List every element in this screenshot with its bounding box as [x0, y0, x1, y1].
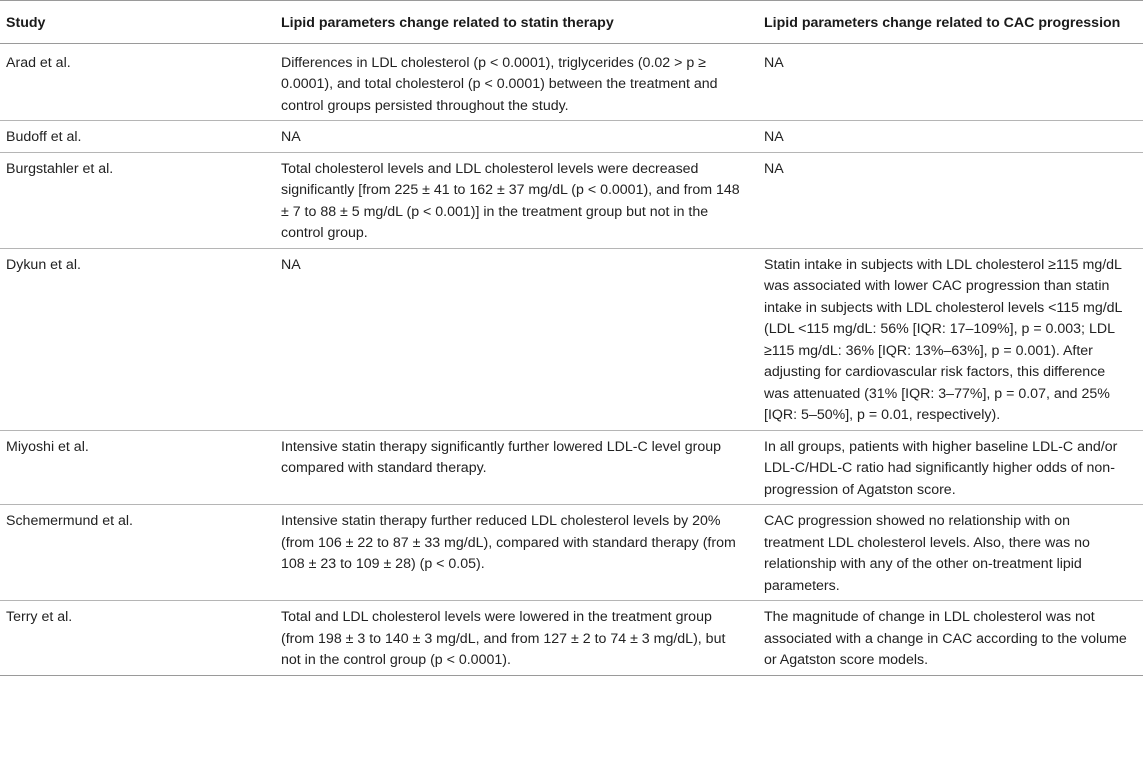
table-header [0, 1, 1143, 44]
table-row [0, 121, 1143, 153]
cell-cac-change: NA [764, 129, 784, 145]
table-row [0, 505, 1143, 601]
table-row [0, 601, 1143, 676]
cell-statin-change: Intensive statin therapy further reduced LDL cholesterol levels by 20% (from 106 ± 22 to 87 ± 33 mg/dL), compared with standard therapy (from 108 ± 23 to 109 ± 28) (p < 0.05). [281, 513, 736, 572]
table-row [0, 248, 1143, 430]
cell-study: Dykun et al. [6, 256, 81, 273]
table-body [0, 43, 1143, 675]
cell-statin-change: Intensive statin therapy significantly further lowered LDL-C level group compared with standard therapy. [281, 438, 722, 476]
header-study: Study [6, 15, 46, 31]
cell-cac-change: In all groups, patients with higher baseline LDL-C and/or LDL-C/HDL-C ratio had significantly higher odds of non-progression of Agatston score. [764, 438, 1118, 498]
cell-study: Arad et al. [6, 54, 71, 71]
cell-cac-change: CAC progression showed no relationship with on treatment LDL cholesterol levels. Also, there was no relationship with any of the other on-treatment lipid parameters. [764, 513, 1090, 594]
header-cac-change: Lipid parameters change related to CAC progression [764, 15, 1121, 31]
header-statin-change: Lipid parameters change related to statin therapy [281, 15, 614, 31]
cell-study: Burgstahler et al. [6, 160, 114, 177]
table-row [0, 43, 1143, 121]
cell-statin-change: Total cholesterol levels and LDL cholesterol levels were decreased significantly [from 225 ± 41 to 162 ± 37 mg/dL (p < 0.0001), and from 148 ± 7 to 88 ± 5 mg/dL (p < 0.001)] in the treatment group but not in the control group. [281, 160, 740, 241]
cell-statin-change: NA [281, 129, 301, 145]
cell-study: Miyoshi et al. [6, 438, 89, 455]
cell-cac-change: NA [764, 54, 784, 71]
cell-statin-change: NA [281, 256, 301, 273]
table-row [0, 430, 1143, 505]
cell-study: Budoff et al. [6, 129, 82, 145]
cell-cac-change: The magnitude of change in LDL cholesterol was not associated with a change in CAC according to the volume or Agatston score models. [764, 609, 1127, 668]
cell-statin-change: Total and LDL cholesterol levels were lowered in the treatment group (from 198 ± 3 to 140 ± 3 mg/dL, and from 127 ± 2 to 74 ± 3 mg/dL), but not in the control group (p < 0.0001). [281, 609, 726, 668]
cell-cac-change: NA [764, 160, 784, 177]
cell-study: Terry et al. [6, 609, 73, 625]
header-row [0, 1, 1143, 44]
cell-study: Schemermund et al. [6, 513, 133, 529]
table-row [0, 152, 1143, 248]
cell-cac-change: Statin intake in subjects with LDL cholesterol ≥115 mg/dL was associated with lower CAC progression than statin intake in subjects with LDL cholesterol levels <115 mg/dL (LDL <115 mg/dL: 56% [IQR: 17–109%], p = 0.003; LDL ≥115 mg/dL: 36% [IQR: 13%–63%], p = 0.001). After adjusting for cardiovascular risk factors, this difference was attenuated (31% [IQR: 3–77%], p = 0.07, and 25% [IQR: 5–50%], p = 0.01, respectively). [764, 256, 1122, 423]
cell-statin-change: Differences in LDL cholesterol (p < 0.0001), triglycerides (0.02 > p ≥ 0.0001), and total cholesterol (p < 0.0001) between the treatment and control groups persisted throughout the study. [281, 54, 718, 114]
